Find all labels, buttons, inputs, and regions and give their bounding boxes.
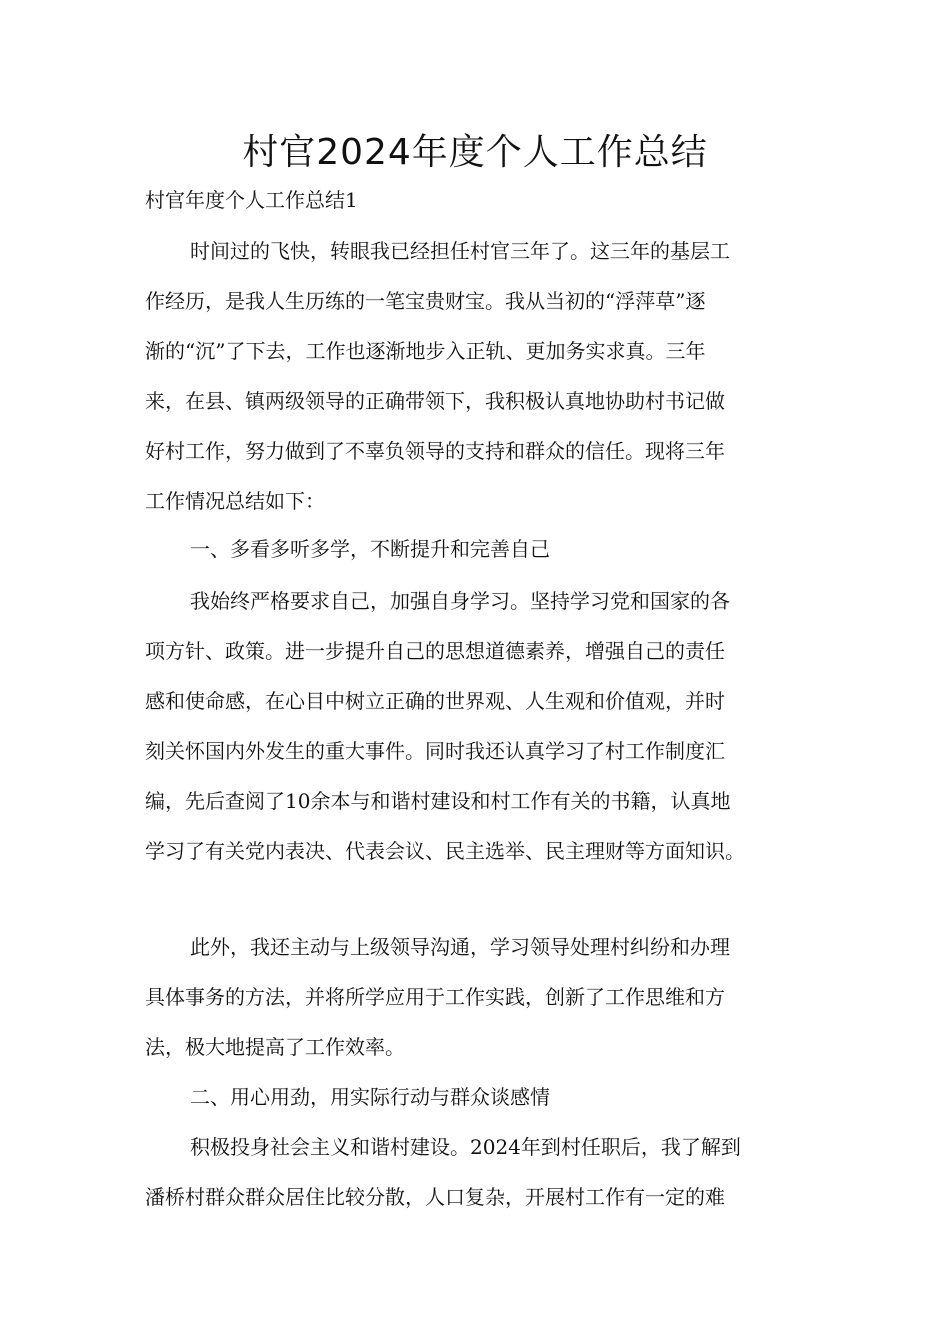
paragraph-line: 积极投身社会主义和谐村建设。2024年到村任职后，我了解到 <box>190 1135 741 1159</box>
paragraph-line: 工作情况总结如下： <box>145 489 325 513</box>
paragraph-line: 具体事务的方法，并将所学应用于工作实践，创新了工作思维和方 <box>145 985 725 1009</box>
document-title: 村官2024年度个人工作总结 <box>242 132 708 173</box>
section-heading-2: 二、用心用劲，用实际行动与群众谈感情 <box>190 1085 550 1109</box>
document-subtitle: 村官年度个人工作总结1 <box>145 188 358 212</box>
paragraph-line: 学习了有关党内表决、代表会议、民主选举、民主理财等方面知识。 <box>145 839 745 863</box>
paragraph-line: 潘桥村群众群众居住比较分散，人口复杂，开展村工作有一定的难 <box>145 1185 725 1209</box>
paragraph-line: 刻关怀国内外发生的重大事件。同时我还认真学习了村工作制度汇 <box>145 739 725 763</box>
paragraph-line: 作经历，是我人生历练的一笔宝贵财宝。我从当初的“浮萍草”逐 <box>145 289 706 313</box>
paragraph-line: 好村工作，努力做到了不辜负领导的支持和群众的信任。现将三年 <box>145 439 725 463</box>
paragraph-communication <box>145 922 815 1072</box>
paragraph-harmony <box>145 1122 815 1222</box>
paragraph-line: 时间过的飞快，转眼我已经担任村官三年了。这三年的基层工 <box>190 239 730 263</box>
paragraph-line: 感和使命感，在心目中树立正确的世界观、人生观和价值观，并时 <box>145 689 725 713</box>
paragraph-line: 我始终严格要求自己，加强自身学习。坚持学习党和国家的各 <box>190 589 730 613</box>
paragraph-line: 此外，我还主动与上级领导沟通，学习领导处理村纠纷和办理 <box>190 935 730 959</box>
paragraph-line: 编，先后查阅了10余本与和谐村建设和村工作有关的书籍，认真地 <box>145 789 731 813</box>
paragraph-intro <box>145 226 815 526</box>
paragraph-line: 渐的“沉”了下去，工作也逐渐地步入正轨、更加务实求真。三年 <box>145 339 706 363</box>
paragraph-line: 项方针、政策。进一步提升自己的思想道德素养，增强自己的责任 <box>145 639 725 663</box>
paragraph-line: 法，极大地提高了工作效率。 <box>145 1035 405 1059</box>
paragraph-study <box>145 576 815 876</box>
paragraph-line: 来，在县、镇两级领导的正确带领下，我积极认真地协助村书记做 <box>145 389 725 413</box>
section-heading-1: 一、多看多听多学，不断提升和完善自己 <box>190 537 550 561</box>
